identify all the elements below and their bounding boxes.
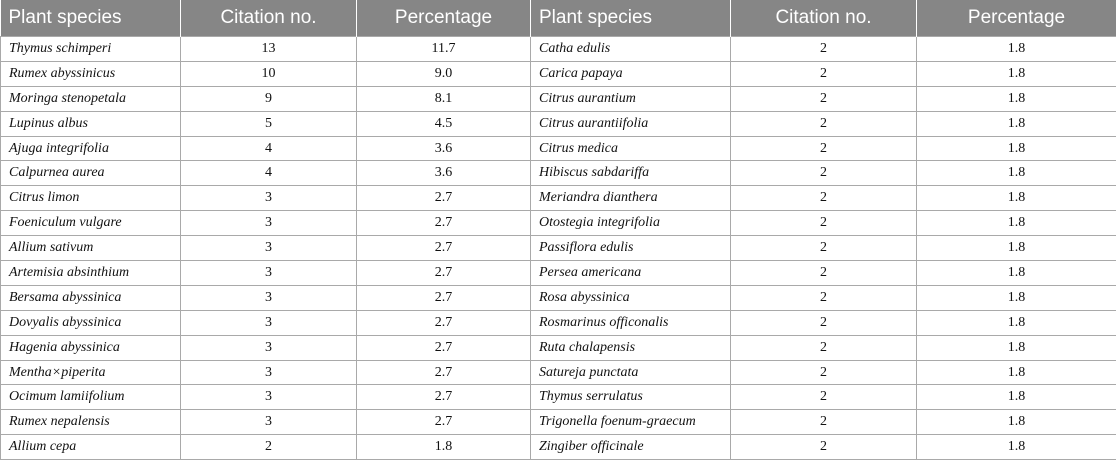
plant-species-cell: Allium cepa — [1, 435, 181, 460]
percentage-cell: 2.7 — [357, 310, 531, 335]
percentage-cell: 1.8 — [917, 335, 1116, 360]
header-plant-species: Plant species — [1, 0, 181, 37]
plant-species-cell: Rosa abyssinica — [531, 285, 731, 310]
plant-species-cell: Calpurnea aurea — [1, 161, 181, 186]
citation-no-cell: 3 — [181, 261, 357, 286]
plant-species-cell: Rumex nepalensis — [1, 410, 181, 435]
plant-species-cell: Dovyalis abyssinica — [1, 310, 181, 335]
citation-no-cell: 13 — [181, 37, 357, 62]
citation-no-cell: 2 — [731, 435, 917, 460]
citation-no-cell: 2 — [731, 310, 917, 335]
percentage-cell: 8.1 — [357, 86, 531, 111]
plant-species-cell: Thymus schimperi — [1, 37, 181, 62]
plant-species-cell: Carica papaya — [531, 61, 731, 86]
percentage-cell: 1.8 — [917, 111, 1116, 136]
citation-no-cell: 3 — [181, 360, 357, 385]
table-row — [1, 335, 1116, 360]
table-row — [1, 211, 1116, 236]
percentage-cell: 1.8 — [917, 161, 1116, 186]
percentage-cell: 1.8 — [917, 186, 1116, 211]
plant-species-cell: Otostegia integrifolia — [531, 211, 731, 236]
table-row — [1, 410, 1116, 435]
percentage-cell: 1.8 — [917, 360, 1116, 385]
percentage-cell: 11.7 — [357, 37, 531, 62]
citation-no-cell: 2 — [731, 61, 917, 86]
percentage-cell: 1.8 — [917, 410, 1116, 435]
citation-no-cell: 2 — [731, 236, 917, 261]
citation-no-cell: 2 — [731, 86, 917, 111]
plant-species-cell: Hibiscus sabdariffa — [531, 161, 731, 186]
citation-no-cell: 5 — [181, 111, 357, 136]
percentage-cell: 1.8 — [917, 37, 1116, 62]
citation-no-cell: 2 — [731, 410, 917, 435]
plant-species-cell: Ruta chalapensis — [531, 335, 731, 360]
percentage-cell: 2.7 — [357, 285, 531, 310]
percentage-cell: 1.8 — [917, 261, 1116, 286]
citation-no-cell: 3 — [181, 211, 357, 236]
percentage-cell: 1.8 — [917, 285, 1116, 310]
percentage-cell: 3.6 — [357, 161, 531, 186]
plant-species-cell: Thymus serrulatus — [531, 385, 731, 410]
plant-species-cell: Ajuga integrifolia — [1, 136, 181, 161]
plant-species-cell: Satureja punctata — [531, 360, 731, 385]
citation-no-cell: 10 — [181, 61, 357, 86]
table-row — [1, 61, 1116, 86]
citation-no-cell: 2 — [181, 435, 357, 460]
table-row — [1, 86, 1116, 111]
table-row — [1, 310, 1116, 335]
citation-no-cell: 4 — [181, 136, 357, 161]
plant-species-cell: Persea americana — [531, 261, 731, 286]
header-citation-no: Citation no. — [181, 0, 357, 37]
table-row — [1, 111, 1116, 136]
header-percentage: Percentage — [357, 0, 531, 37]
table-body — [1, 37, 1116, 460]
plant-species-cell: Passiflora edulis — [531, 236, 731, 261]
percentage-cell: 2.7 — [357, 211, 531, 236]
citation-no-cell: 2 — [731, 335, 917, 360]
plant-species-cell: Citrus medica — [531, 136, 731, 161]
percentage-cell: 2.7 — [357, 261, 531, 286]
plant-species-cell: Citrus aurantium — [531, 86, 731, 111]
plant-species-cell: Citrus aurantiifolia — [531, 111, 731, 136]
citation-no-cell: 4 — [181, 161, 357, 186]
table-row — [1, 186, 1116, 211]
plant-species-cell: Citrus limon — [1, 186, 181, 211]
citation-no-cell: 2 — [731, 261, 917, 286]
plant-species-cell: Moringa stenopetala — [1, 86, 181, 111]
citation-no-cell: 9 — [181, 86, 357, 111]
plant-species-cell: Rosmarinus officonalis — [531, 310, 731, 335]
percentage-cell: 2.7 — [357, 360, 531, 385]
percentage-cell: 1.8 — [917, 86, 1116, 111]
percentage-cell: 2.7 — [357, 236, 531, 261]
citation-no-cell: 3 — [181, 335, 357, 360]
plant-species-cell: Lupinus albus — [1, 111, 181, 136]
percentage-cell: 9.0 — [357, 61, 531, 86]
table-row — [1, 161, 1116, 186]
header-percentage-2: Percentage — [917, 0, 1116, 37]
percentage-cell: 1.8 — [917, 385, 1116, 410]
plant-species-cell: Meriandra dianthera — [531, 186, 731, 211]
percentage-cell: 1.8 — [917, 236, 1116, 261]
plant-species-cell: Allium sativum — [1, 236, 181, 261]
table-row — [1, 385, 1116, 410]
percentage-cell: 1.8 — [917, 435, 1116, 460]
plant-species-cell: Ocimum lamiifolium — [1, 385, 181, 410]
plant-species-cell: Zingiber officinale — [531, 435, 731, 460]
percentage-cell: 3.6 — [357, 136, 531, 161]
percentage-cell: 1.8 — [917, 310, 1116, 335]
plant-species-cell: Foeniculum vulgare — [1, 211, 181, 236]
table-row — [1, 435, 1116, 460]
percentage-cell: 1.8 — [917, 136, 1116, 161]
percentage-cell: 1.8 — [917, 211, 1116, 236]
plant-species-cell: Rumex abyssinicus — [1, 61, 181, 86]
table-row — [1, 261, 1116, 286]
citation-no-cell: 3 — [181, 310, 357, 335]
citation-no-cell: 3 — [181, 186, 357, 211]
plant-species-cell: Bersama abyssinica — [1, 285, 181, 310]
citation-no-cell: 2 — [731, 136, 917, 161]
citation-no-cell: 2 — [731, 211, 917, 236]
citation-no-cell: 2 — [731, 360, 917, 385]
citation-no-cell: 2 — [731, 285, 917, 310]
percentage-cell: 1.8 — [917, 61, 1116, 86]
plant-species-cell: Artemisia absinthium — [1, 261, 181, 286]
table-header-row — [1, 0, 1116, 37]
citation-no-cell: 2 — [731, 111, 917, 136]
citation-no-cell: 2 — [731, 186, 917, 211]
table-row — [1, 37, 1116, 62]
header-citation-no-2: Citation no. — [731, 0, 917, 37]
header-plant-species-2: Plant species — [531, 0, 731, 37]
citation-no-cell: 2 — [731, 385, 917, 410]
plant-species-cell: Trigonella foenum-graecum — [531, 410, 731, 435]
percentage-cell: 2.7 — [357, 385, 531, 410]
plant-species-cell: Catha edulis — [531, 37, 731, 62]
citation-no-cell: 2 — [731, 37, 917, 62]
table-row — [1, 236, 1116, 261]
plant-species-cell: Mentha×piperita — [1, 360, 181, 385]
citation-no-cell: 3 — [181, 236, 357, 261]
percentage-cell: 2.7 — [357, 335, 531, 360]
percentage-cell: 1.8 — [357, 435, 531, 460]
citation-no-cell: 2 — [731, 161, 917, 186]
percentage-cell: 2.7 — [357, 410, 531, 435]
citation-no-cell: 3 — [181, 285, 357, 310]
plant-species-cell: Hagenia abyssinica — [1, 335, 181, 360]
citation-no-cell: 3 — [181, 410, 357, 435]
percentage-cell: 4.5 — [357, 111, 531, 136]
table-row — [1, 285, 1116, 310]
table-row — [1, 136, 1116, 161]
citation-no-cell: 3 — [181, 385, 357, 410]
percentage-cell: 2.7 — [357, 186, 531, 211]
table-row — [1, 360, 1116, 385]
